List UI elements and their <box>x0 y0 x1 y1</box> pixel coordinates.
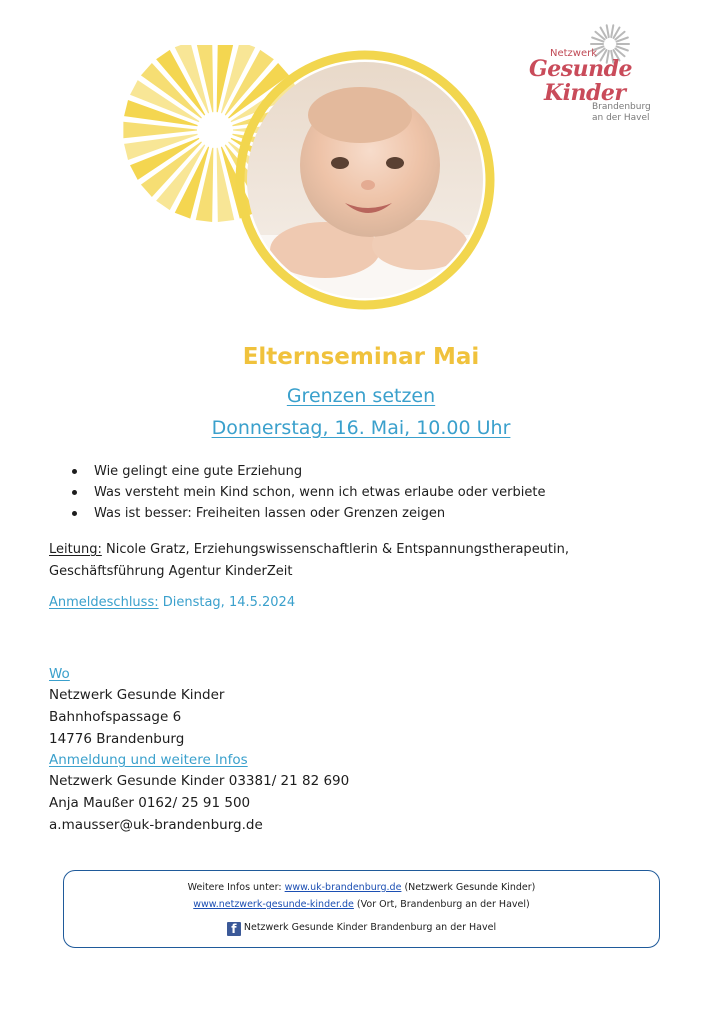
list-item: Was ist besser: Freiheiten lassen oder Grenzen zeigen <box>70 503 545 524</box>
leitung-label: Leitung: <box>49 542 102 557</box>
anmeldeschluss-value: Dienstag, 14.5.2024 <box>158 595 296 610</box>
anmeldeschluss-line <box>49 592 295 613</box>
logo-netzwerk: Netzwerk <box>550 48 598 59</box>
footer-line2 <box>64 899 659 910</box>
logo-sun-ray <box>607 25 609 37</box>
footer-facebook-line <box>64 922 659 936</box>
address-line: Bahnhofspassage 6 <box>49 709 182 725</box>
page-subtitle: Grenzen setzen <box>286 385 436 407</box>
address-line: 14776 Brandenburg <box>49 731 185 747</box>
netzwerk-gesunde-kinder-logo <box>520 22 660 132</box>
contact-email: a.mausser@uk-brandenburg.de <box>49 817 263 833</box>
footer-link1-suffix: (Netzwerk Gesunde Kinder) <box>401 882 536 893</box>
footer-prefix: Weitere Infos unter: <box>187 882 285 893</box>
list-item: Was versteht mein Kind schon, wenn ich etwas erlaube oder verbiete <box>70 482 545 503</box>
contact-line: Netzwerk Gesunde Kinder 03381/ 21 82 690 <box>49 773 350 789</box>
facebook-page-name[interactable]: Netzwerk Gesunde Kinder Brandenburg an der Havel <box>243 922 497 933</box>
address-line: Netzwerk Gesunde Kinder <box>49 687 225 703</box>
topic-list <box>70 461 545 524</box>
page-title: Elternseminar Mai <box>242 344 480 370</box>
hero-graphic <box>120 45 500 320</box>
anmeldung-label: Anmeldung und weitere Infos <box>49 752 248 768</box>
contact-line: Anja Maußer 0162/ 25 91 500 <box>49 795 251 811</box>
facebook-icon[interactable]: f <box>227 922 241 936</box>
logo-place-line1: Brandenburg <box>592 102 651 112</box>
footer-link2-suffix: (Vor Ort, Brandenburg an der Havel) <box>353 899 530 910</box>
leitung-line2: Geschäftsführung Agentur KinderZeit <box>49 564 293 579</box>
list-item: Wie gelingt eine gute Erziehung <box>70 461 545 482</box>
wo-label: Wo <box>49 666 70 682</box>
uk-brandenburg-link[interactable]: www.uk-brandenburg.de <box>284 882 402 893</box>
netzwerk-gesunde-kinder-link[interactable]: www.netzwerk-gesunde-kinder.de <box>193 899 354 910</box>
sun-rays-graphic <box>120 45 500 320</box>
footer-line1 <box>64 882 659 893</box>
logo-gesunde: Gesunde <box>529 56 633 82</box>
leitung-text: Nicole Gratz, Erziehungswissenschaftlerin & Entspannungstherapeutin, <box>101 542 570 557</box>
leitung-line <box>49 539 569 560</box>
event-date: Donnerstag, 16. Mai, 10.00 Uhr <box>211 417 511 439</box>
logo-sun-ray <box>611 25 613 37</box>
logo-kinder: Kinder <box>544 80 626 106</box>
logo-place-line2: an der Havel <box>592 113 650 123</box>
footer-info-box <box>63 870 660 948</box>
anmeldeschluss-label: Anmeldeschluss: <box>49 595 159 610</box>
